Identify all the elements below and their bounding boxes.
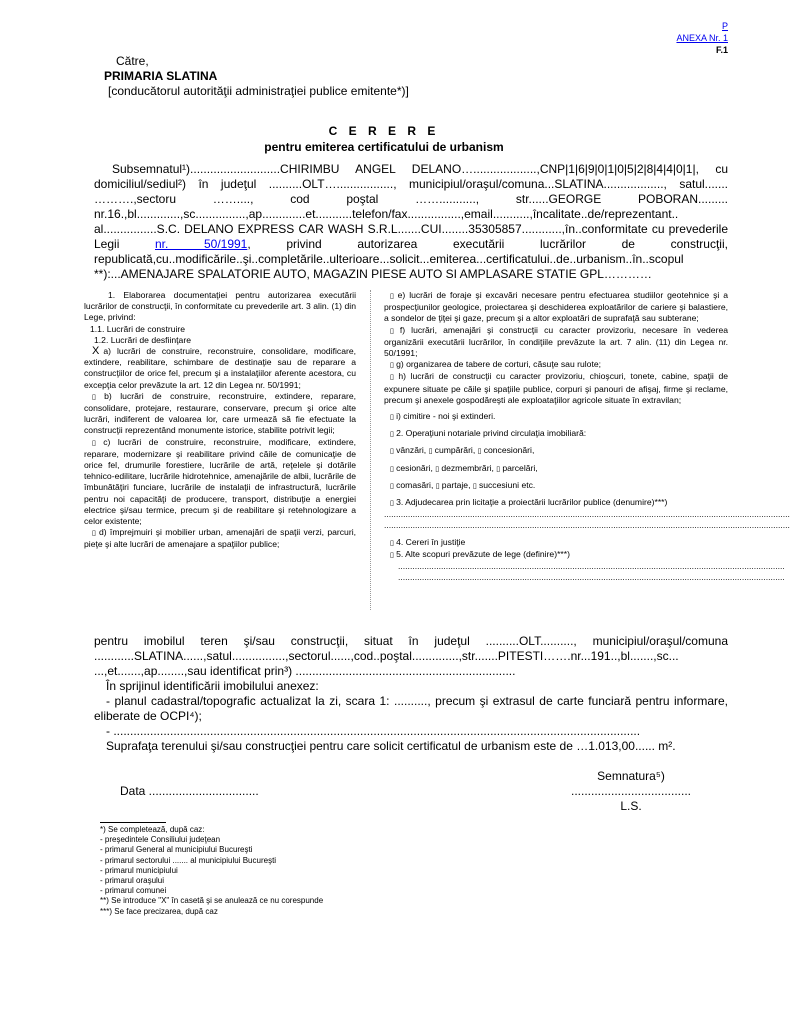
checkbox-vanzari[interactable]: ▯ xyxy=(390,447,397,456)
addressee-block xyxy=(104,54,409,99)
checkbox-f[interactable]: ▯ xyxy=(390,326,400,335)
item-2-row2: ▯ cesionări, ▯ dezmembrări, ▯ parcelări, xyxy=(390,462,538,473)
checkbox-a-checked[interactable]: X xyxy=(92,345,100,358)
checkbox-h[interactable]: ▯ xyxy=(390,373,399,382)
item-d: ▯ d) împrejmuiri şi mobilier urban, amenajări de spaţii verzi, parcuri, pieţe şi alte lucrări de amenajare a spaţiilor publice; xyxy=(84,527,356,550)
annex-link[interactable]: ANEXA Nr. 1 xyxy=(676,33,728,43)
footnote-4: - primarul municipiului xyxy=(100,865,178,875)
checkbox-dezmembrari[interactable]: ▯ xyxy=(435,464,442,473)
item-e: ▯ e) lucrări de foraje şi excavări necesare pentru efectuarea studiilor geotehnice şi a prospecţiunilor geologice, proiectarea şi deschiderea exploatărilor de cariere şi balastiere, a sondelor de ţiţei şi gaze, precum şi a altor exploatări de suprafaţă sau subterane; xyxy=(384,290,729,324)
item-3-fill-line-1[interactable]: .......................................................................................................................................................................... xyxy=(384,509,790,520)
title-main: C E R E R E xyxy=(328,124,440,138)
addressee-institution: PRIMARIA SLATINA xyxy=(104,69,218,83)
annex-intro: În sprijinul identificării imobilului anexez: xyxy=(106,679,319,693)
law-link[interactable]: nr. 50/1991 xyxy=(155,237,248,251)
item-c: ▯ c) lucrări de construire, reconstruire, modificare, extindere, reparare, modernizare şi reabilitare privind căile de comunicaţie de orice fel, drumurile forestiere, lucrările de artă, reţelele şi dotările tehnico-edilitare, lucrările hidrotehnice, amenajările de albii, lucrările de îmbunătăţiri funciare, lucrările de instalaţii de infrastructură, lucrările pentru noi capacităţi de producere, transport, distribuţie a energiei electrice şi/sau termice, precum şi de reabilitare şi retehnologizare a celor existente; xyxy=(84,436,357,527)
footnote-6: - primarul comunei xyxy=(100,886,167,896)
checkbox-cesionari[interactable]: ▯ xyxy=(390,464,397,473)
column-divider xyxy=(370,290,371,610)
signature-label: Semnatura⁵) xyxy=(597,769,665,783)
footnote-2: - primarul General al municipiului Bucureşti xyxy=(100,845,253,855)
footnote-3: - primarul sectorului ....... al municipiului Bucureşti xyxy=(100,855,277,865)
item-f: ▯ f) lucrări, amenajări şi construcţii cu caracter provizoriu, necesare în vederea organizării executării lucrărilor, în condiţiile prevăzute la art. 7 alin. (11) din Legea nr. 50/1991; xyxy=(384,324,729,359)
p-link[interactable]: P xyxy=(721,21,728,31)
checkbox-g[interactable]: ▯ xyxy=(390,361,397,370)
checkbox-3[interactable]: ▯ xyxy=(390,499,397,508)
item-5-fill-line-1[interactable]: .................................................................................................................................................................. xyxy=(398,561,785,572)
item-2-row3: ▯ comasări, ▯ partaje, ▯ succesiuni etc. xyxy=(390,479,536,490)
checkbox-succesiuni[interactable]: ▯ xyxy=(472,481,479,490)
item-3-fill-line-2[interactable]: .......................................................................................................................................................................... xyxy=(384,520,790,531)
checkbox-cumparari[interactable]: ▯ xyxy=(428,447,435,456)
item-4: ▯ 4. Cereri în justiţie xyxy=(384,537,728,549)
checkbox-2[interactable]: ▯ xyxy=(390,430,397,439)
footnote-7: **) Se introduce "X" în casetă şi se anulează ce nu corespunde xyxy=(100,896,324,906)
checkbox-b[interactable]: ▯ xyxy=(92,392,105,401)
signature-line[interactable]: .................................... xyxy=(570,784,692,798)
item-2: ▯ 2. Operaţiuni notariale privind circulaţia imobiliară: xyxy=(384,428,728,440)
item-1-2: 1.2. Lucrări de desfiinţare xyxy=(94,334,191,345)
item-i: ▯ i) cimitire - noi şi extinderi. xyxy=(384,411,728,423)
ls-label: L.S. xyxy=(620,799,642,813)
property-location: pentru imobilul teren şi/sau construcţii, situat în judeţul ..........OLT.........., municipiul/oraşul/comuna ............SLATINA......,satul................,sectorul......,cod..poştal..............,str.......PITESTI…….nr...191..,bl.......,sc... ...,et.......,ap........,sau identificat prin³) .................................................................. xyxy=(94,634,728,678)
document-title xyxy=(0,124,768,154)
intro-part2: , privind autorizarea executării lucrărilor de construcţii, republicată,cu..modificările..şi..completările..ulterioare...solicit...emiterea...certificatului..de..urbanism..în..scopul **):...AMENAJARE SPALATORIE AUTO, MAGAZIN PIESE AUTO SI AMPLASARE STATIE GPL………… xyxy=(94,237,728,281)
checkbox-d[interactable]: ▯ xyxy=(92,529,99,538)
checkbox-e[interactable]: ▯ xyxy=(390,292,398,300)
footnote-8: ***) Se face precizarea, după caz xyxy=(100,906,218,916)
item-h: ▯ h) lucrări de construcţii cu caracter provizoriu, chioşcuri, tonete, cabine, spaţii de expunere situate pe căile şi spaţiile publice, corpuri şi panouri de afişaj, firme şi reclame, precum şi anexele gospodăreşti ale exploataţiilor agricole situate în extravilan; xyxy=(384,371,729,405)
footnotes xyxy=(100,822,323,917)
item-1: 1. Elaborarea documentaţiei pentru autorizarea executării lucrărilor de construcţii, în conformitate cu prevederile art. 3 alin. (1) din Lege, privind: xyxy=(84,290,356,323)
right-column xyxy=(384,290,790,583)
checkbox-4[interactable]: ▯ xyxy=(390,538,397,547)
applicant-paragraph xyxy=(94,162,728,282)
date-field[interactable]: Data ................................. xyxy=(120,784,259,798)
annex-plan: - planul cadastral/topografic actualizat la zi, scara 1: .........., precum şi extrasul de carte funciară pentru informare, eliberate de OCPI⁴); xyxy=(94,694,728,723)
intro-part1: Subsemnatul¹)...........................CHIRIMBU ANGEL DELANO…...................,CNP|1|6|9|0|1|0|5|2|8|4|4|0|1|, cu domiciliul/sediul²) în judeţul ..........OLT…................., municipiul/oraşul/comuna...SLATINA.................., satul....... ……….,sectoru ……...., cod poştal ……..........., str......GEORGE POBORAN......... nr.16.,bl.............,sc...............,ap.............et...........telefon/fax................,email...........,încalitate..de/reprezentant.. al................S.C. DELANO EXPRESS CAR WASH S.R.L.......CUI........35305857............,în..conformitate cu prevederile Legii xyxy=(94,162,728,251)
item-a: X a) lucrări de construire, reconstruire, consolidare, modificare, extindere, reabilitare, schimbare de destinaţie sau de reparare a construcţiilor de orice fel, precum şi a instalaţiilor aferente acestora, cu excepţia celor prevăzute la art. 12 din Legea nr. 50/1991; xyxy=(84,345,356,390)
annex-other[interactable]: - .............................................................................................................................................................. xyxy=(106,724,641,738)
footnote-0: *) Se completează, după caz: xyxy=(100,825,205,834)
addressee-to: Către, xyxy=(116,54,149,68)
checkbox-i[interactable]: ▯ xyxy=(390,413,397,422)
item-3: ▯ 3. Adjudecarea prin licitaţie a proiectării lucrărilor publice (denumire)***) xyxy=(384,497,728,509)
footnote-1: - preşedintele Consiliului judeţean xyxy=(100,835,221,845)
footnote-5: - primarul oraşului xyxy=(100,876,165,886)
checkbox-partaje[interactable]: ▯ xyxy=(435,481,442,490)
item-1-1: 1.1. Lucrări de construire xyxy=(90,323,186,334)
item-5-fill-line-2[interactable]: .................................................................................................................................................................. xyxy=(398,572,785,583)
item-2-row1: ▯ vânzări, ▯ cumpărări, ▯ concesionări, xyxy=(390,445,535,456)
checkbox-comasari[interactable]: ▯ xyxy=(390,481,397,490)
checkbox-concesionari[interactable]: ▯ xyxy=(477,447,484,456)
property-paragraph xyxy=(94,634,728,754)
addressee-note: [conducătorul autorităţii administraţiei publice emitente*)] xyxy=(108,84,409,98)
surface-statement: Suprafaţa terenului şi/sau construcţiei pentru care solicit certificatul de urbanism este de …1.013,00...... m². xyxy=(106,739,676,753)
item-b: ▯ b) lucrări de construire, reconstruire, extindere, reparare, consolidare, protejare, restaurare, conservare, precum şi orice alte lucrări, indiferent de valoarea lor, care urmează să fie efectuate la construcţii reprezentând monumente istorice, stabilite potrivit legii; xyxy=(84,390,356,436)
checkbox-c[interactable]: ▯ xyxy=(92,438,104,447)
title-sub: pentru emiterea certificatului de urbanism xyxy=(264,140,504,154)
form-code: F.1 xyxy=(715,45,728,55)
item-5: ▯ 5. Alte scopuri prevăzute de lege (definire)***) xyxy=(384,549,728,561)
annex-header xyxy=(676,20,728,56)
checkbox-parcelari[interactable]: ▯ xyxy=(496,464,503,473)
item-g: ▯ g) organizarea de tabere de corturi, căsuţe sau rulote; xyxy=(384,359,728,371)
footnote-rule xyxy=(100,822,166,823)
left-column xyxy=(84,290,356,551)
checkbox-5[interactable]: ▯ xyxy=(390,550,397,559)
signature-block xyxy=(566,769,696,814)
